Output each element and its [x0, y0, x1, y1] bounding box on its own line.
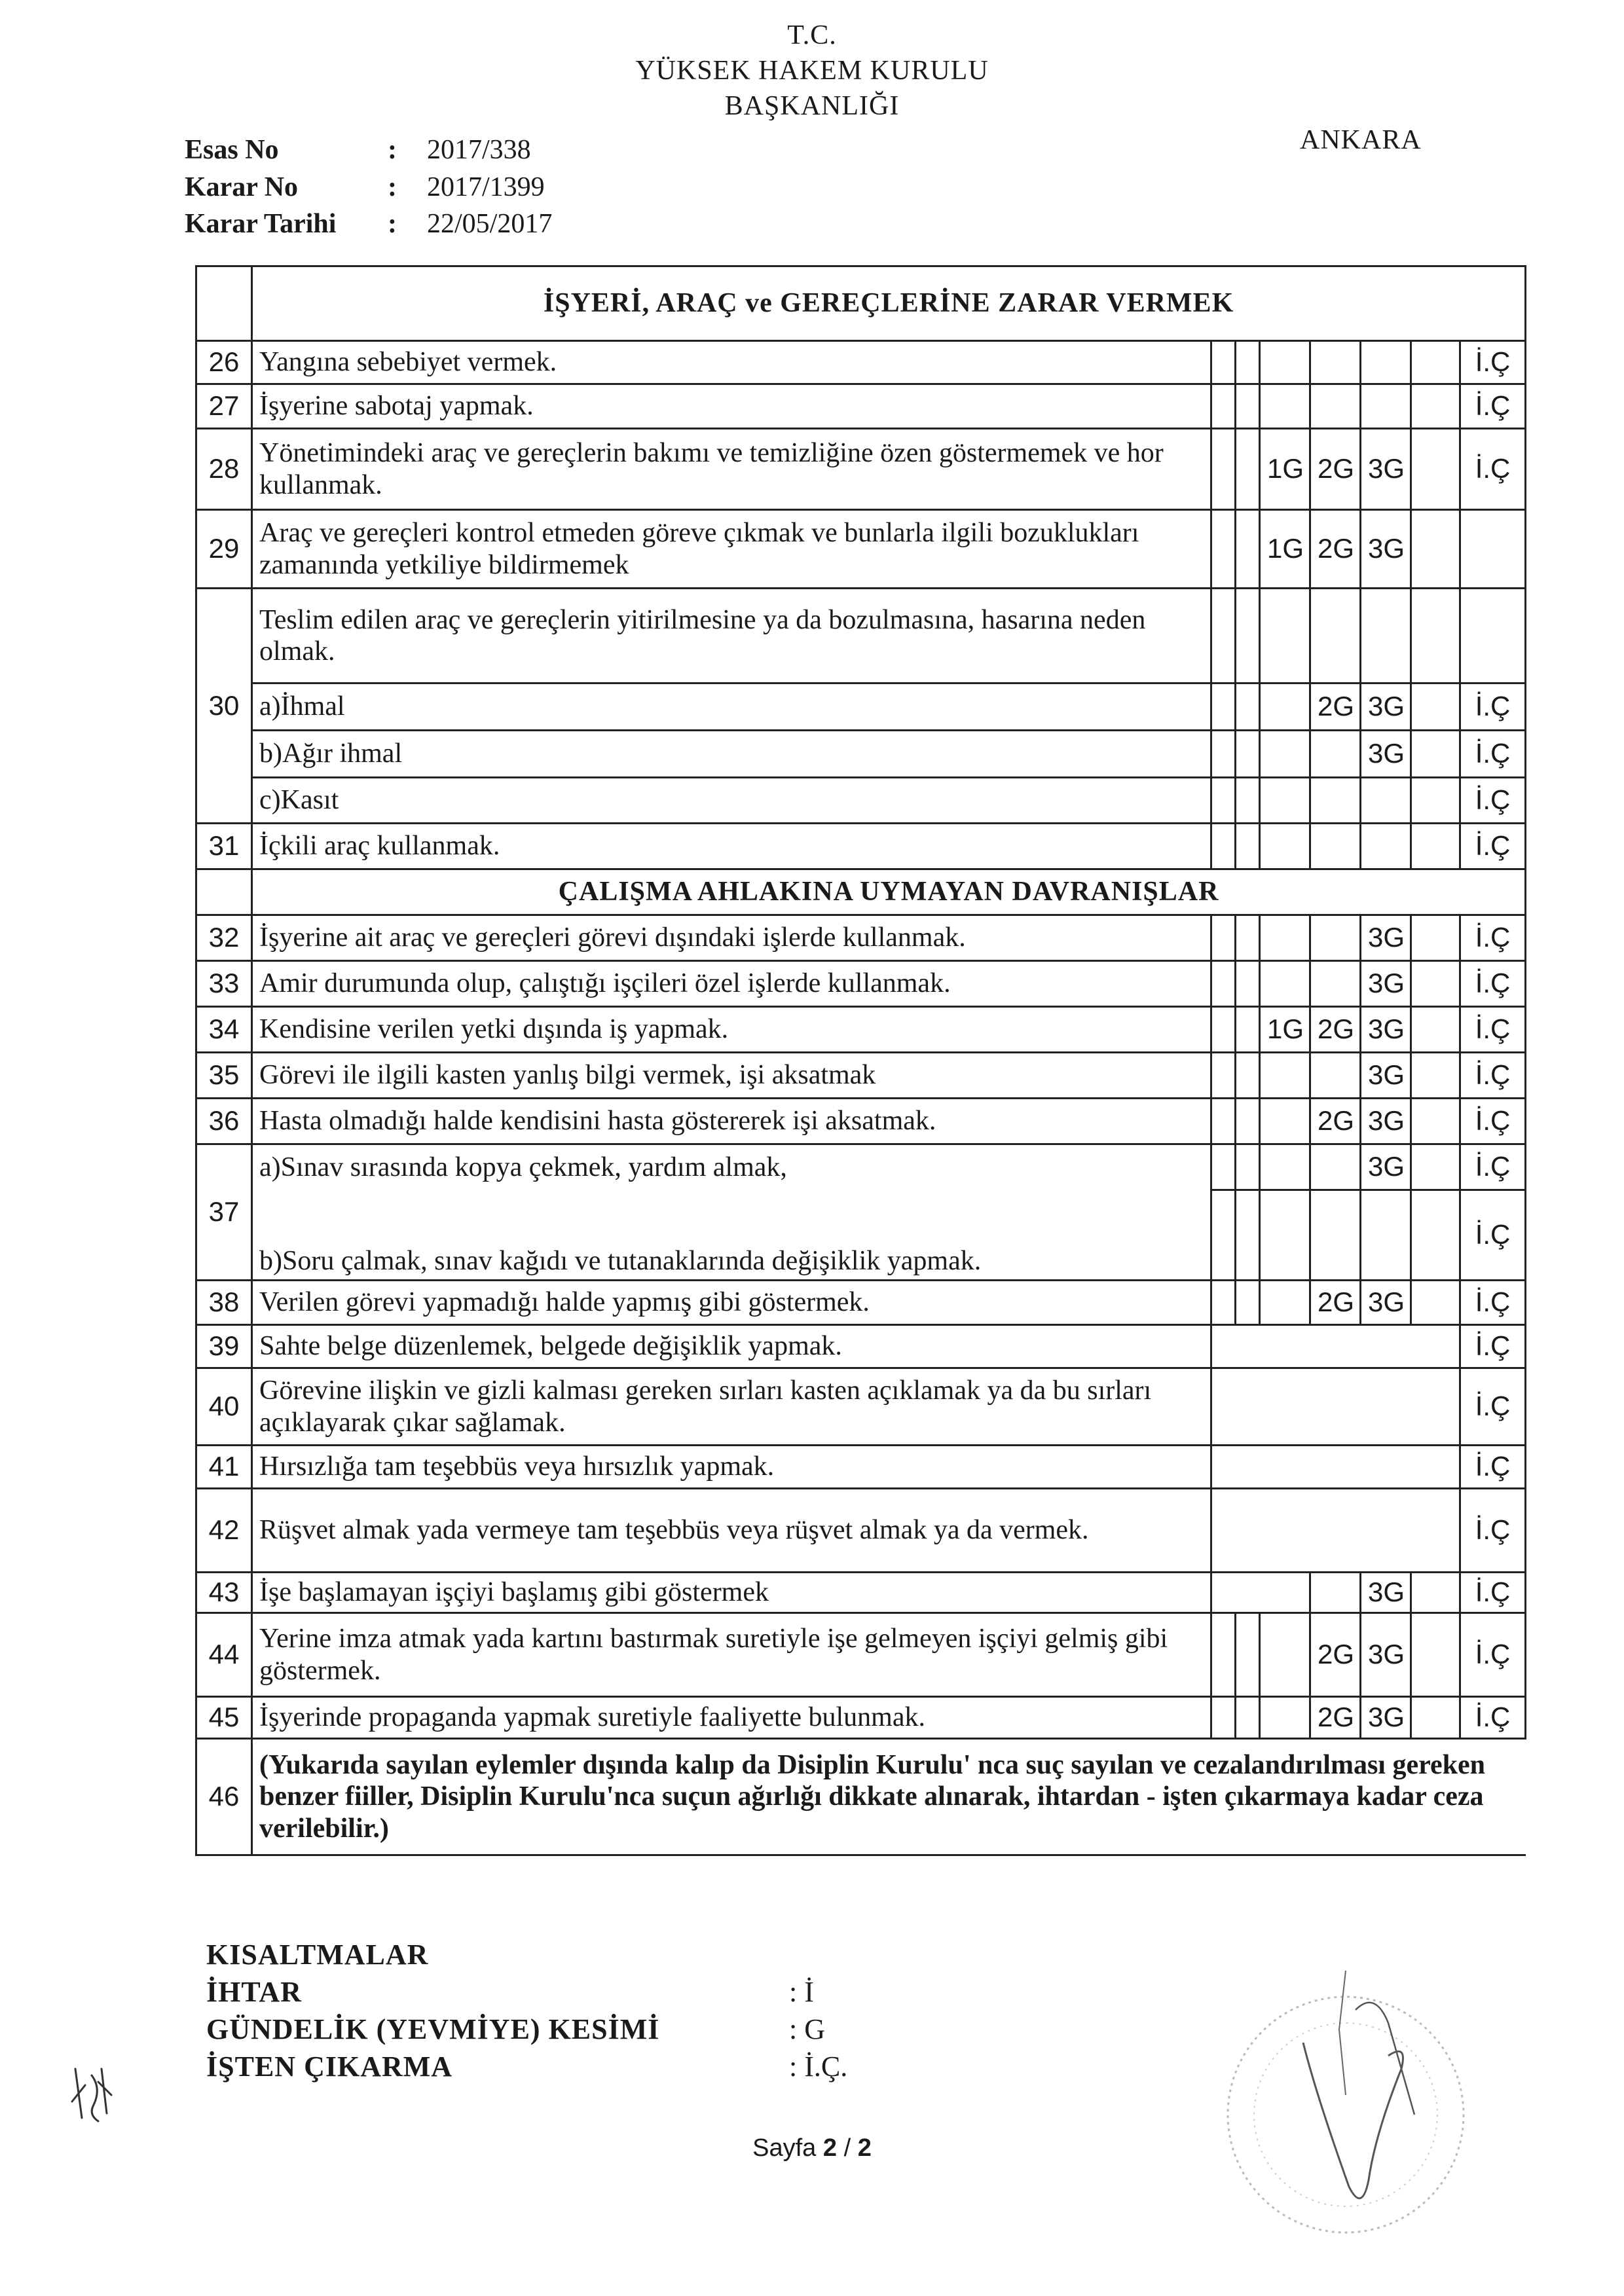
- table-row: 32 İşyerine ait araç ve gereçleri görevi dışındaki işlerde kullanmak. 3G İ.Ç: [196, 915, 1526, 961]
- table-row: 45 İşyerinde propaganda yapmak suretiyle faaliyette bulunmak. 2G 3G İ.Ç: [196, 1697, 1526, 1739]
- table-row: 36 Hasta olmadığı halde kendisini hasta göstererek işi aksatmak. 2G 3G İ.Ç: [196, 1099, 1526, 1144]
- abbr-warning-label: İHTAR: [206, 1976, 302, 2008]
- table-row: 46 (Yukarıda sayılan eylemler dışında kalıp da Disiplin Kurulu' nca suç sayılan ve cezalandırılması gereken benzer fiiller, Disiplin Kurulu'nca suçun ağırlığı dikkate alınarak, ihtardan - işten çıkarmaya kadar ceza verilebilir.): [196, 1739, 1526, 1855]
- header-office: BAŞKANLIĞI: [724, 91, 900, 121]
- table-row: 42 Rüşvet almak yada vermeye tam teşebbüs veya rüşvet almak ya da vermek. İ.Ç: [196, 1489, 1526, 1573]
- abbr-warning-value: : İ: [789, 1976, 814, 2008]
- meta-karar-tarihi: Karar Tarihi : 22/05/2017: [185, 209, 553, 239]
- section-title-ethics: ÇALIŞMA AHLAKINA UYMAYAN DAVRANIŞLAR: [252, 869, 1526, 915]
- abbr-dismissal-value: : İ.Ç.: [789, 2050, 848, 2083]
- penalty-table: [195, 265, 1526, 1856]
- karar-no-value: 2017/1399: [427, 172, 545, 202]
- table-row: 30 Teslim edilen araç ve gereçlerin yitirilmesine ya da bozulmasına, hasarına neden olmak.: [196, 589, 1526, 683]
- table-row: 40 Görevine ilişkin ve gizli kalması gereken sırları kasten açıklamak ya da bu sırları açıklayarak çıkar sağlamak. İ.Ç: [196, 1368, 1526, 1446]
- header-institution: YÜKSEK HAKEM KURULU: [635, 56, 989, 86]
- section-title-damage: İŞYERİ, ARAÇ ve GEREÇLERİNE ZARAR VERMEK: [252, 266, 1526, 341]
- handwritten-initials: [62, 2056, 121, 2128]
- table-row: 38 Verilen görevi yapmadığı halde yapmış gibi göstermek. 2G 3G İ.Ç: [196, 1281, 1526, 1325]
- abbr-wage-cut-label: GÜNDELİK (YEVMİYE) KESİMİ: [206, 2013, 660, 2045]
- table-row: 29 Araç ve gereçleri kontrol etmeden göreve çıkmak ve bunlarla ilgili bozuklukları zamanında yetkiliye bildirmemek 1G 2G 3G: [196, 510, 1526, 589]
- table-subrow: b)Ağır ihmal 3G İ.Ç: [196, 731, 1526, 778]
- karar-tarihi-value: 22/05/2017: [427, 209, 553, 239]
- table-row: 44 Yerine imza atmak yada kartını bastırmak suretiyle işe gelmeyen işçiyi gelmiş gibi göstermek. 2G 3G İ.Ç: [196, 1613, 1526, 1697]
- header-city: ANKARA: [1300, 125, 1422, 155]
- table-row: 26 Yangına sebebiyet vermek. İ.Ç: [196, 341, 1526, 384]
- official-stamp: [1205, 1964, 1486, 2246]
- abbr-wage-cut-value: : G: [789, 2013, 825, 2045]
- header-tc: T.C.: [787, 20, 837, 50]
- table-row: 35 Görevi ile ilgili kasten yanlış bilgi vermek, işi aksatmak 3G İ.Ç: [196, 1053, 1526, 1099]
- section-header-row: [196, 266, 1526, 341]
- table-row: 31 İçkili araç kullanmak. İ.Ç: [196, 824, 1526, 869]
- table-subrow: a)İhmal 2G 3G İ.Ç: [196, 683, 1526, 731]
- table-row: 39 Sahte belge düzenlemek, belgede değişiklik yapmak. İ.Ç: [196, 1325, 1526, 1368]
- esas-no-value: 2017/338: [427, 135, 531, 165]
- table-subrow: 37 a)Sınav sırasında kopya çekmek, yardım almak, 3G İ.Ç: [196, 1144, 1526, 1190]
- section-header-row: [196, 869, 1526, 915]
- table-row: 28 Yönetimindeki araç ve gereçlerin bakımı ve temizliğine özen göstermemek ve hor kullanmak. 1G 2G 3G İ.Ç: [196, 429, 1526, 510]
- table-row: 43 İşe başlamayan işçiyi başlamış gibi göstermek 3G İ.Ç: [196, 1573, 1526, 1613]
- meta-esas-no: Esas No : 2017/338: [185, 135, 531, 165]
- abbreviations-title: KISALTMALAR: [206, 1939, 429, 1971]
- table-row: 33 Amir durumunda olup, çalıştığı işçileri özel işlerde kullanmak. 3G İ.Ç: [196, 961, 1526, 1007]
- meta-karar-no: Karar No : 2017/1399: [185, 172, 545, 202]
- abbr-dismissal-label: İŞTEN ÇIKARMA: [206, 2050, 453, 2083]
- table-row: 41 Hırsızlığa tam teşebbüs veya hırsızlık yapmak. İ.Ç: [196, 1446, 1526, 1489]
- table-row: 34 Kendisine verilen yetki dışında iş yapmak. 1G 2G 3G İ.Ç: [196, 1007, 1526, 1053]
- table-row: 27 İşyerine sabotaj yapmak. İ.Ç: [196, 384, 1526, 429]
- page-number: Sayfa 2 / 2: [752, 2134, 872, 2162]
- table-subrow: b)Soru çalmak, sınav kağıdı ve tutanaklarında değişiklik yapmak. İ.Ç: [196, 1190, 1526, 1281]
- table-subrow: c)Kasıt İ.Ç: [196, 778, 1526, 824]
